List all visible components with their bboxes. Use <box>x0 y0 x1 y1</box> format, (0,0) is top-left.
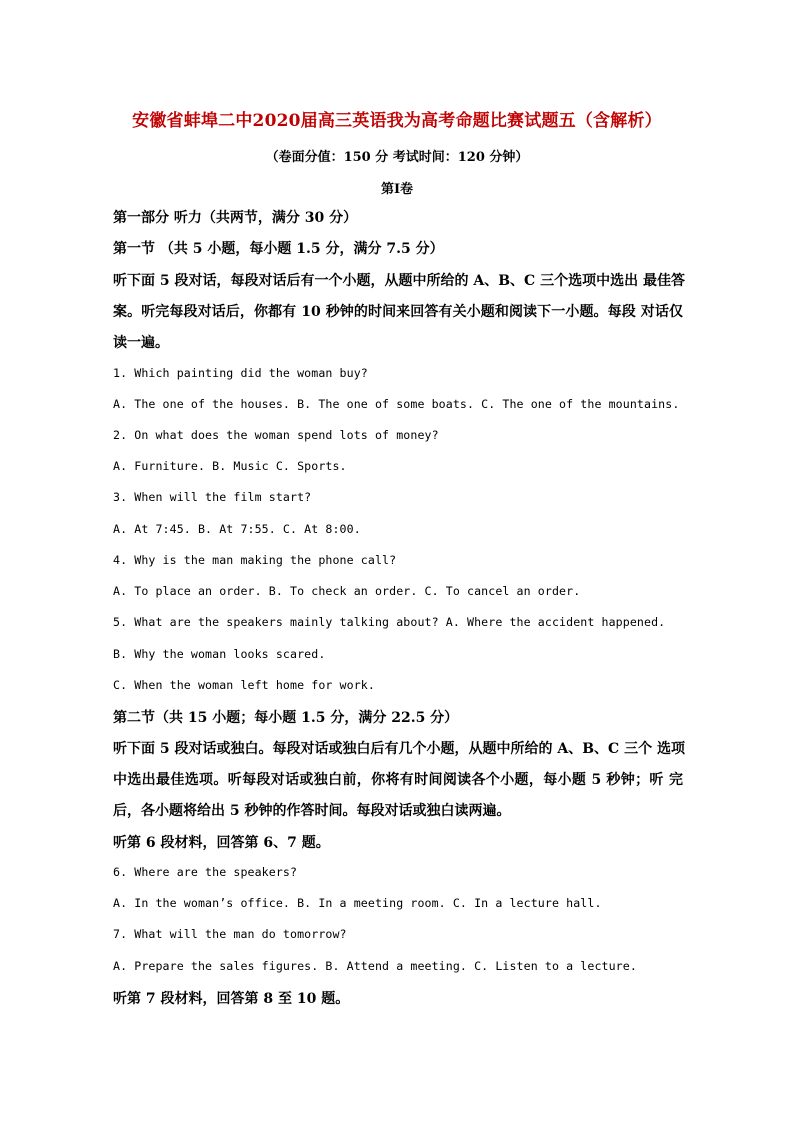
answer-options: A. To place an order. B. To check an order. C. To cancel an order. <box>113 584 581 598</box>
answer-options: A. In the woman’s office. B. In a meeting room. C. In a lecture hall. <box>113 896 602 910</box>
instruction-line: 中选出最佳选项。听每段对话或独白前，你将有时间阅读各个小题，每小题 5 秒钟；听 完 <box>113 772 683 788</box>
question: 2. On what does the woman spend lots of money? <box>113 428 439 442</box>
question: 1. Which painting did the woman buy? <box>113 366 368 380</box>
instruction-line: 后，各小题将给出 5 秒钟的作答时间。每段对话或独白读两遍。 <box>113 803 511 819</box>
question: 5. What are the speakers mainly talking about? A. Where the accident happened. <box>113 615 666 629</box>
question: 4. Why is the man making the phone call? <box>113 553 397 567</box>
document-title: 安徽省蚌埠二中2020届高三英语我为高考命题比赛试题五（含解析） <box>132 111 662 131</box>
question: 3. When will the film start? <box>113 490 312 504</box>
answer-options: A. The one of the houses. B. The one of some boats. C. The one of the mountains. <box>113 397 680 411</box>
instruction-line: 听下面 5 段对话或独白。每段对话或独白后有几个小题，从题中所给的 A、B、C 三个 选项 <box>113 741 685 757</box>
answer-options: A. Prepare the sales figures. B. Attend a meeting. C. Listen to a lecture. <box>113 959 637 973</box>
section-heading: 第一部分 听力（共两节，满分 30 分） <box>113 210 358 226</box>
instruction-line: 读一遍。 <box>113 335 169 351</box>
material-heading: 听第 7 段材料，回答第 8 至 10 题。 <box>113 991 350 1007</box>
material-heading: 听第 6 段材料，回答第 6、7 题。 <box>113 835 330 851</box>
answer-options: A. Furniture. B. Music C. Sports. <box>113 459 347 473</box>
exam-info: （卷面分值：150 分 考试时间：120 分钟） <box>265 150 529 165</box>
subsection-heading: 第二节（共 15 小题；每小题 1.5 分，满分 22.5 分） <box>113 710 459 726</box>
question: 7. What will the man do tomorrow? <box>113 927 347 941</box>
volume-heading: 第Ⅰ卷 <box>380 182 414 197</box>
instruction-line: 听下面 5 段对话，每段对话后有一个小题，从题中所给的 A、B、C 三个选项中选出 最佳答 <box>113 273 685 289</box>
answer-options: A. At 7:45. B. At 7:55. C. At 8:00. <box>113 522 361 536</box>
question: 6. Where are the speakers? <box>113 865 298 879</box>
instruction-line: 案。听完每段对话后，你都有 10 秒钟的时间来回答有关小题和阅读下一小题。每段 对话仅 <box>113 304 683 320</box>
subsection-heading: 第一节 （共 5 小题，每小题 1.5 分，满分 7.5 分） <box>113 241 444 257</box>
answer-options: B. Why the woman looks scared. <box>113 647 326 661</box>
answer-options: C. When the woman left home for work. <box>113 678 375 692</box>
